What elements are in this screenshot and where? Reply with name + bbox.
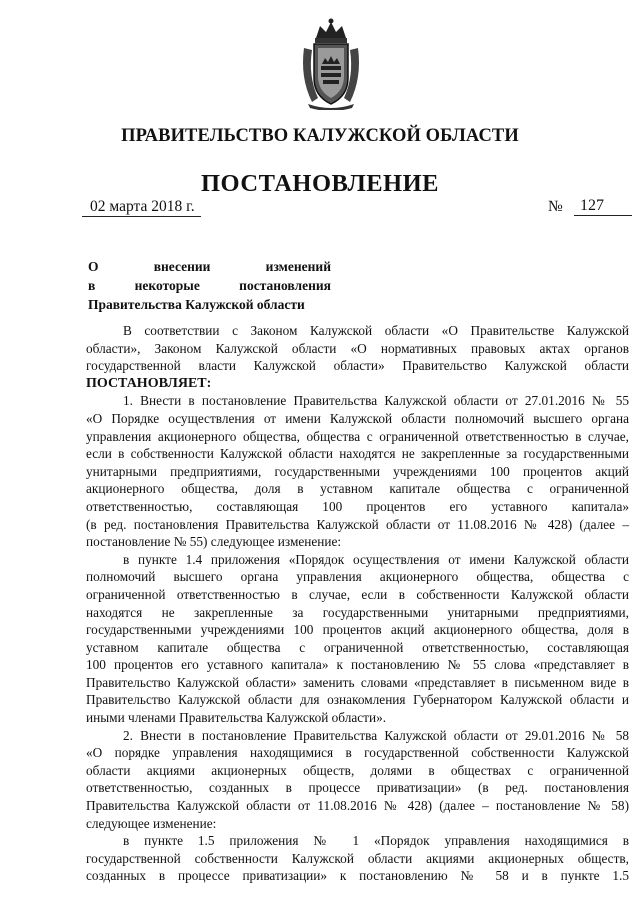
subject-word: некоторые [134, 278, 200, 293]
body-line: следующее изменение: [86, 815, 217, 831]
subject-line-2 [88, 276, 331, 295]
body-line: полномочий высшего органа управления акционерного общества, общества с [86, 569, 629, 585]
organization-title: ПРАВИТЕЛЬСТВО КАЛУЖСКОЙ ОБЛАСТИ [121, 126, 519, 146]
body-line: уставном капитале общества с ограниченной ответственностью, составляющая [86, 639, 629, 655]
body-line: «О порядке управления находящимися в государственной собственности Калужской [86, 745, 629, 761]
body-line: ответственностью, созданных в процессе приватизации» (в ред. постановления [86, 780, 629, 796]
subject-line-1 [88, 257, 331, 276]
body-line: иными членами Правительства Калужской области». [86, 710, 387, 726]
resolves-heading: ПОСТАНОВЛЯЕТ: [86, 375, 212, 391]
subject-word: постановления [239, 278, 331, 293]
body-line: если в собственности Калужской области находятся не закрепленные за государственными [86, 446, 629, 462]
body-line: находятся не закрепленные за государственными унитарными предприятиями, [86, 604, 629, 620]
body-line: акционерного общества, доля в уставном капитале общества с ограниченной [86, 481, 629, 497]
body-line: унитарными предприятиями, государственными учреждениями 100 процентов акций [86, 463, 629, 479]
body-line: ограниченной ответственностью в случае, если в собственности Калужской области [86, 586, 629, 602]
body-line: государственной собственности Калужской области акциями акционерных обществ, [86, 850, 629, 866]
body-line: управления акционерного общества, общества с ограниченной ответственностью в случае, [86, 428, 629, 444]
body-line: постановление № 55) следующее изменение: [86, 534, 342, 550]
body-line: (в ред. постановления Правительства Калужской области от 11.08.2016 № 428) (далее – [86, 516, 629, 532]
document-number: 127 [574, 196, 632, 216]
body-line: ответственностью, составляющая 100 процентов его уставного капитала» [86, 498, 629, 514]
body-line: В соответствии с Законом Калужской области «О Правительстве Калужской [123, 323, 629, 338]
body-line: области», Законом Калужской области «О нормативных правовых актах органов [86, 340, 629, 356]
body-line: 100 процентов его уставного капитала» к постановлению № 55 слова «представляет в [86, 657, 629, 673]
body-line: Правительства Калужской области от 11.08.2016 № 428) (далее – постановление № 58) [86, 798, 629, 814]
body-line: созданных в процессе приватизации» к постановлению № 58 и в пункте 1.5 [86, 868, 629, 884]
document-number-sign: № [548, 198, 563, 215]
subject-word: в [88, 278, 96, 293]
subject-line-3: Правительства Калужской области [88, 297, 305, 312]
document-date: 02 марта 2018 г. [82, 198, 201, 217]
document-body [86, 322, 629, 885]
body-line: Правительство Калужской области для ознакомления Губернатором Калужской области и [86, 692, 629, 708]
subject-word: изменений [265, 259, 331, 274]
body-line: 1. Внести в постановление Правительства Калужской области от 27.01.2016 № 55 [123, 393, 629, 409]
coat-of-arms-icon [298, 18, 364, 110]
body-line: 2. Внести в постановление Правительства Калужской области от 29.01.2016 № 58 [123, 727, 629, 743]
body-line: государственной власти Калужской области» Правительство Калужской области [86, 358, 629, 374]
subject-word: О [88, 259, 99, 274]
document-type-title: ПОСТАНОВЛЕНИЕ [201, 170, 439, 197]
body-line: «О Порядке осуществления от имени Калужской области полномочий высшего органа [86, 410, 629, 426]
body-line: области акциями акционерных обществ, долями в обществах с ограниченной [86, 762, 629, 778]
body-line: государственными учреждениями 100 процентов акций акционерного общества, доля в [86, 622, 629, 638]
body-line: Правительство Калужской области» заменить словами «представляет в письменном виде в [86, 674, 629, 690]
body-line: в пункте 1.5 приложения № 1 «Порядок управления находящимися в [123, 833, 629, 849]
subject-word: внесении [153, 259, 211, 274]
document-subject [88, 257, 331, 314]
body-line: в пункте 1.4 приложения «Порядок осуществления от имени Калужской области [123, 551, 629, 567]
